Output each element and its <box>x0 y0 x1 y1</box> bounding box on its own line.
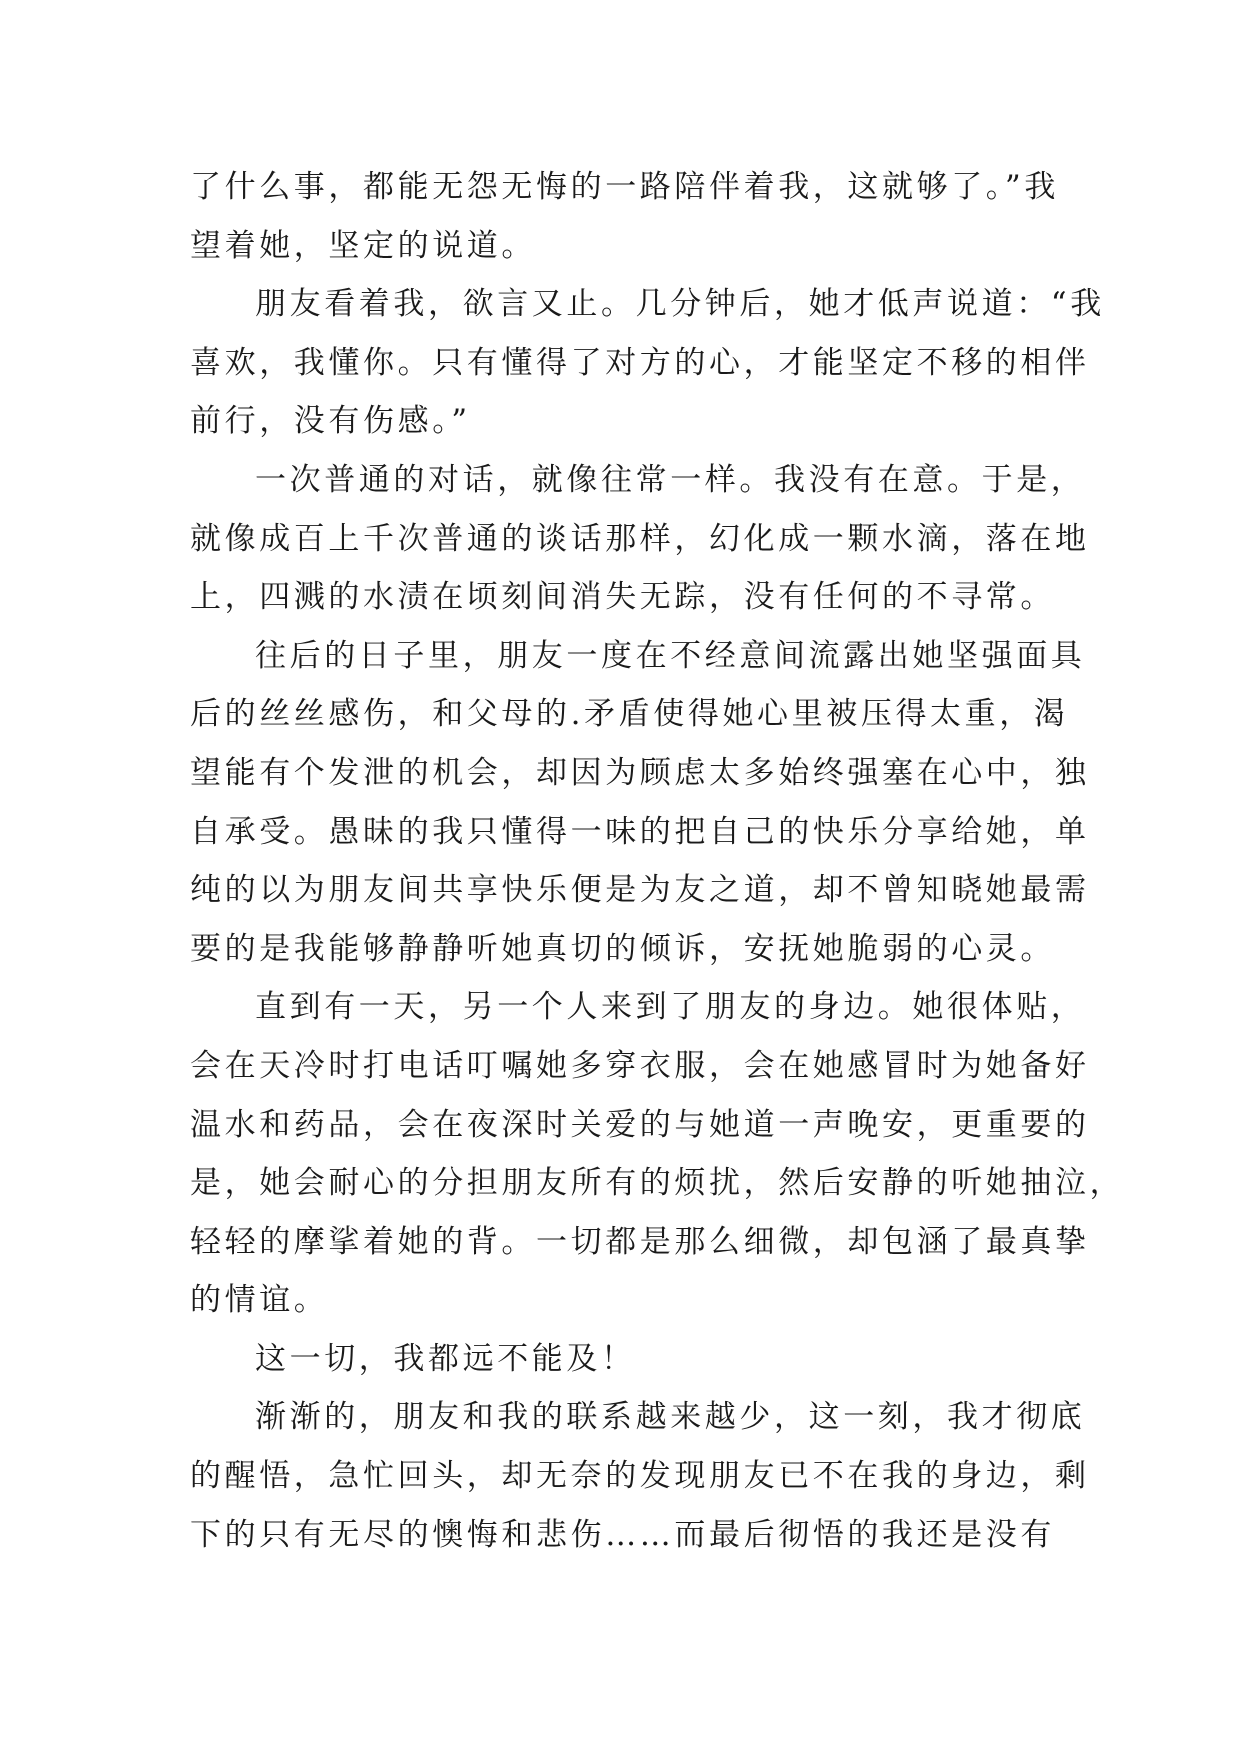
paragraph-first-line: 渐渐的，朋友和我的联系越来越少，这一刻，我才彻底 <box>255 1399 1086 1436</box>
text-line: 纯的以为朋友间共享快乐便是为友之道，却不曾知晓她最需 <box>190 872 1090 909</box>
text-line: 轻轻的摩挲着她的背。一切都是那么细微，却包涵了最真挚 <box>190 1223 1090 1260</box>
text-line: 了什么事，都能无怨无悔的一路陪伴着我，这就够了。”我 <box>190 169 1059 205</box>
text-line: 望着她，坚定的说道。 <box>190 227 536 264</box>
document-body <box>190 158 1125 1564</box>
text-line: 就像成百上千次普通的谈话那样，幻化成一颗水滴，落在地 <box>190 520 1090 557</box>
text-line: 下的只有无尽的懊悔和悲伤……而最后彻悟的我还是没有 <box>190 1516 1055 1553</box>
paragraph-first-line: 这一切，我都远不能及！ <box>255 1340 636 1377</box>
text-line: 喜欢，我懂你。只有懂得了对方的心，才能坚定不移的相伴 <box>190 344 1090 381</box>
paragraph-first-line: 朋友看着我，欲言又止。几分钟后，她才低声说道：“我 <box>255 286 1105 323</box>
text-line: 是，她会耐心的分担朋友所有的烦扰，然后安静的听她抽泣， <box>190 1165 1125 1202</box>
text-line: 望能有个发泄的机会，却因为顾虑太多始终强塞在心中，独 <box>190 754 1090 791</box>
paragraph-first-line: 一次普通的对话，就像往常一样。我没有在意。于是， <box>255 461 1086 498</box>
text-line: 上，四溅的水渍在顷刻间消失无踪，没有任何的不寻常。 <box>190 579 1055 616</box>
paragraph-first-line: 直到有一天，另一个人来到了朋友的身边。她很体贴， <box>255 989 1086 1026</box>
text-line: 会在天冷时打电话叮嘱她多穿衣服，会在她感冒时为她备好 <box>190 1047 1090 1084</box>
text-line: 后的丝丝感伤，和父母的.矛盾使得她心里被压得太重，渴 <box>190 696 1069 733</box>
text-line: 的情谊。 <box>190 1282 329 1319</box>
paragraph-first-line: 往后的日子里，朋友一度在不经意间流露出她坚强面具 <box>255 637 1086 674</box>
text-line: 要的是我能够静静听她真切的倾诉，安抚她脆弱的心灵。 <box>190 930 1055 967</box>
text-line: 前行，没有伤感。” <box>190 403 471 440</box>
text-line: 温水和药品，会在夜深时关爱的与她道一声晚安，更重要的 <box>190 1106 1090 1143</box>
text-line: 自承受。愚昧的我只懂得一味的把自己的快乐分享给她，单 <box>190 813 1090 850</box>
text-line: 的醒悟，急忙回头，却无奈的发现朋友已不在我的身边，剩 <box>190 1458 1090 1495</box>
